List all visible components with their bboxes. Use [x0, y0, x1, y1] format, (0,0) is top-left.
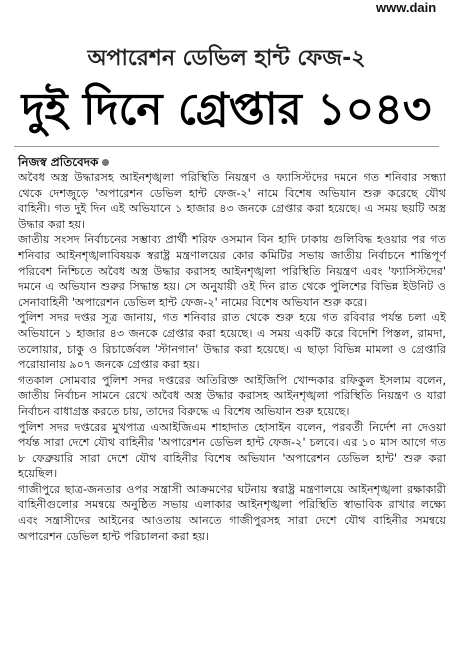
- byline: [18, 154, 109, 170]
- headline-divider: [14, 146, 439, 147]
- byline-text: নিজস্ব প্রতিবেদক: [18, 155, 99, 169]
- paragraph: গতকাল সোমবার পুলিশ সদর দপ্তরের অতিরিক্ত আইজিপি খোন্দকার রফিকুল ইসলাম বলেন, জাতীয় নির্বাচন সামনে রেখে অবৈধ অস্ত্র উদ্ধার করাসহ আইনশৃঙ্খলা পরিস্থিতি নিয়ন্ত্রণ ও যারা নির্বাচন বাধাগ্রস্ত করতে চায়, তাদের বিরুদ্ধে এ বিশেষ অভিযান শুরু হয়েছে।: [18, 373, 446, 418]
- paragraph: গাজীপুরে ছাত্র-জনতার ওপর সন্ত্রাসী আক্রমণের ঘটনায় স্বরাষ্ট্র মন্ত্রণালয়ে আইনশৃঙ্খলা রক্ষাকারী বাহিনীগুলোর সমন্বয়ে অনুষ্ঠিত সভায় এলাকার আইনশৃঙ্খলা পরিস্থিতি স্বাভাবিক রাখার লক্ষ্যে এবং সন্ত্রাসীদের আইনের আওতায় আনতে গাজীপুরসহ সারা দেশে যৌথ বাহিনীর সমন্বয়ে অপারেশন ডেভিল হান্ট পরিচালনা করা হয়।: [18, 482, 446, 543]
- byline-dot-icon: [102, 159, 109, 166]
- headline-title: দুই দিনে গ্রেপ্তার ১০৪৩: [21, 84, 432, 135]
- paragraph: পুলিশ সদর দপ্তর সূত্র জানায়, গত শনিবার রাত থেকে শুরু হয়ে গত রবিবার পর্যন্ত চলা এই অভিযানে ১ হাজার ৪৩ জনকে গ্রেপ্তার করা হয়েছে। এ সময় একটি করে বিদেশি পিস্তল, রামদা, তলোয়ার, চাকু ও রিচার্জেবল 'স্টানগান' উদ্ধার করা হয়েছে। এ ছাড়া বিভিন্ন মামলা ও গ্রেপ্তারি পরোয়ানায় ৯০৭ জনকে গ্রেপ্তার করা হয়।: [18, 311, 446, 372]
- headline-kicker: অপারেশন ডেভিল হান্ট ফেজ-২: [87, 46, 366, 71]
- paragraph: জাতীয় সংসদ নির্বাচনের সম্ভাব্য প্রার্থী শরিফ ওসমান বিন হাদি ঢাকায় গুলিবিদ্ধ হওয়ার পর গত শনিবার আইনশৃঙ্খলাবিষয়ক স্বরাষ্ট্র মন্ত্রণালয়ের কোর কমিটির সভায় জাতীয় নির্বাচনে শান্তিপূর্ণ পরিবেশ নিশ্চিতে অবৈধ অস্ত্র উদ্ধার করাসহ আইনশৃঙ্খলা পরিস্থিতি নিয়ন্ত্রণ এবং 'ফ্যাসিস্টদের' দমনে এ অভিযান শুরুর সিদ্ধান্ত হয়। সে অনুযায়ী ওই দিন রাত থেকে পুলিশের বিভিন্ন ইউনিট ও সেনাবাহিনী 'অপারেশন ডেভিল হান্ট ফেজ-২' নামের বিশেষ অভিযান শুরু করে।: [18, 233, 446, 309]
- site-url: www.dain: [376, 0, 437, 15]
- paragraph: পুলিশ সদর দপ্তরের মুখপাত্র এআইজিএম শাহাদাত হোসাইন বলেন, পরবর্তী নির্দেশ না দেওয়া পর্যন্ত সারা দেশে যৌথ বাহিনীর 'অপারেশন ডেভিল হান্ট ফেজ-২' চলবে। এর ১০ মাস আগে গত ৮ ফেব্রুয়ারি সারা দেশে যৌথ বাহিনীর বিশেষ অভিযান 'অপারেশন ডেভিল হান্ট' শুরু করা হয়েছিল।: [18, 420, 446, 481]
- paragraph: অবৈধ অস্ত্র উদ্ধারসহ আইনশৃঙ্খলা পরিস্থিতি নিয়ন্ত্রণ ও ফ্যাসিস্টদের দমনে গত শনিবার সন্ধ্যা থেকে দেশজুড়ে 'অপারেশন ডেভিল হান্ট ফেজ-২' নামে বিশেষ অভিযান শুরু করেছে যৌথ বাহিনী। গত দুই দিন এই অভিযানে ১ হাজার ৪৩ জনকে গ্রেপ্তার করা হয়েছে। এ সময় ছয়টি অস্ত্র উদ্ধার করা হয়।: [18, 171, 446, 231]
- article-body: [18, 170, 446, 660]
